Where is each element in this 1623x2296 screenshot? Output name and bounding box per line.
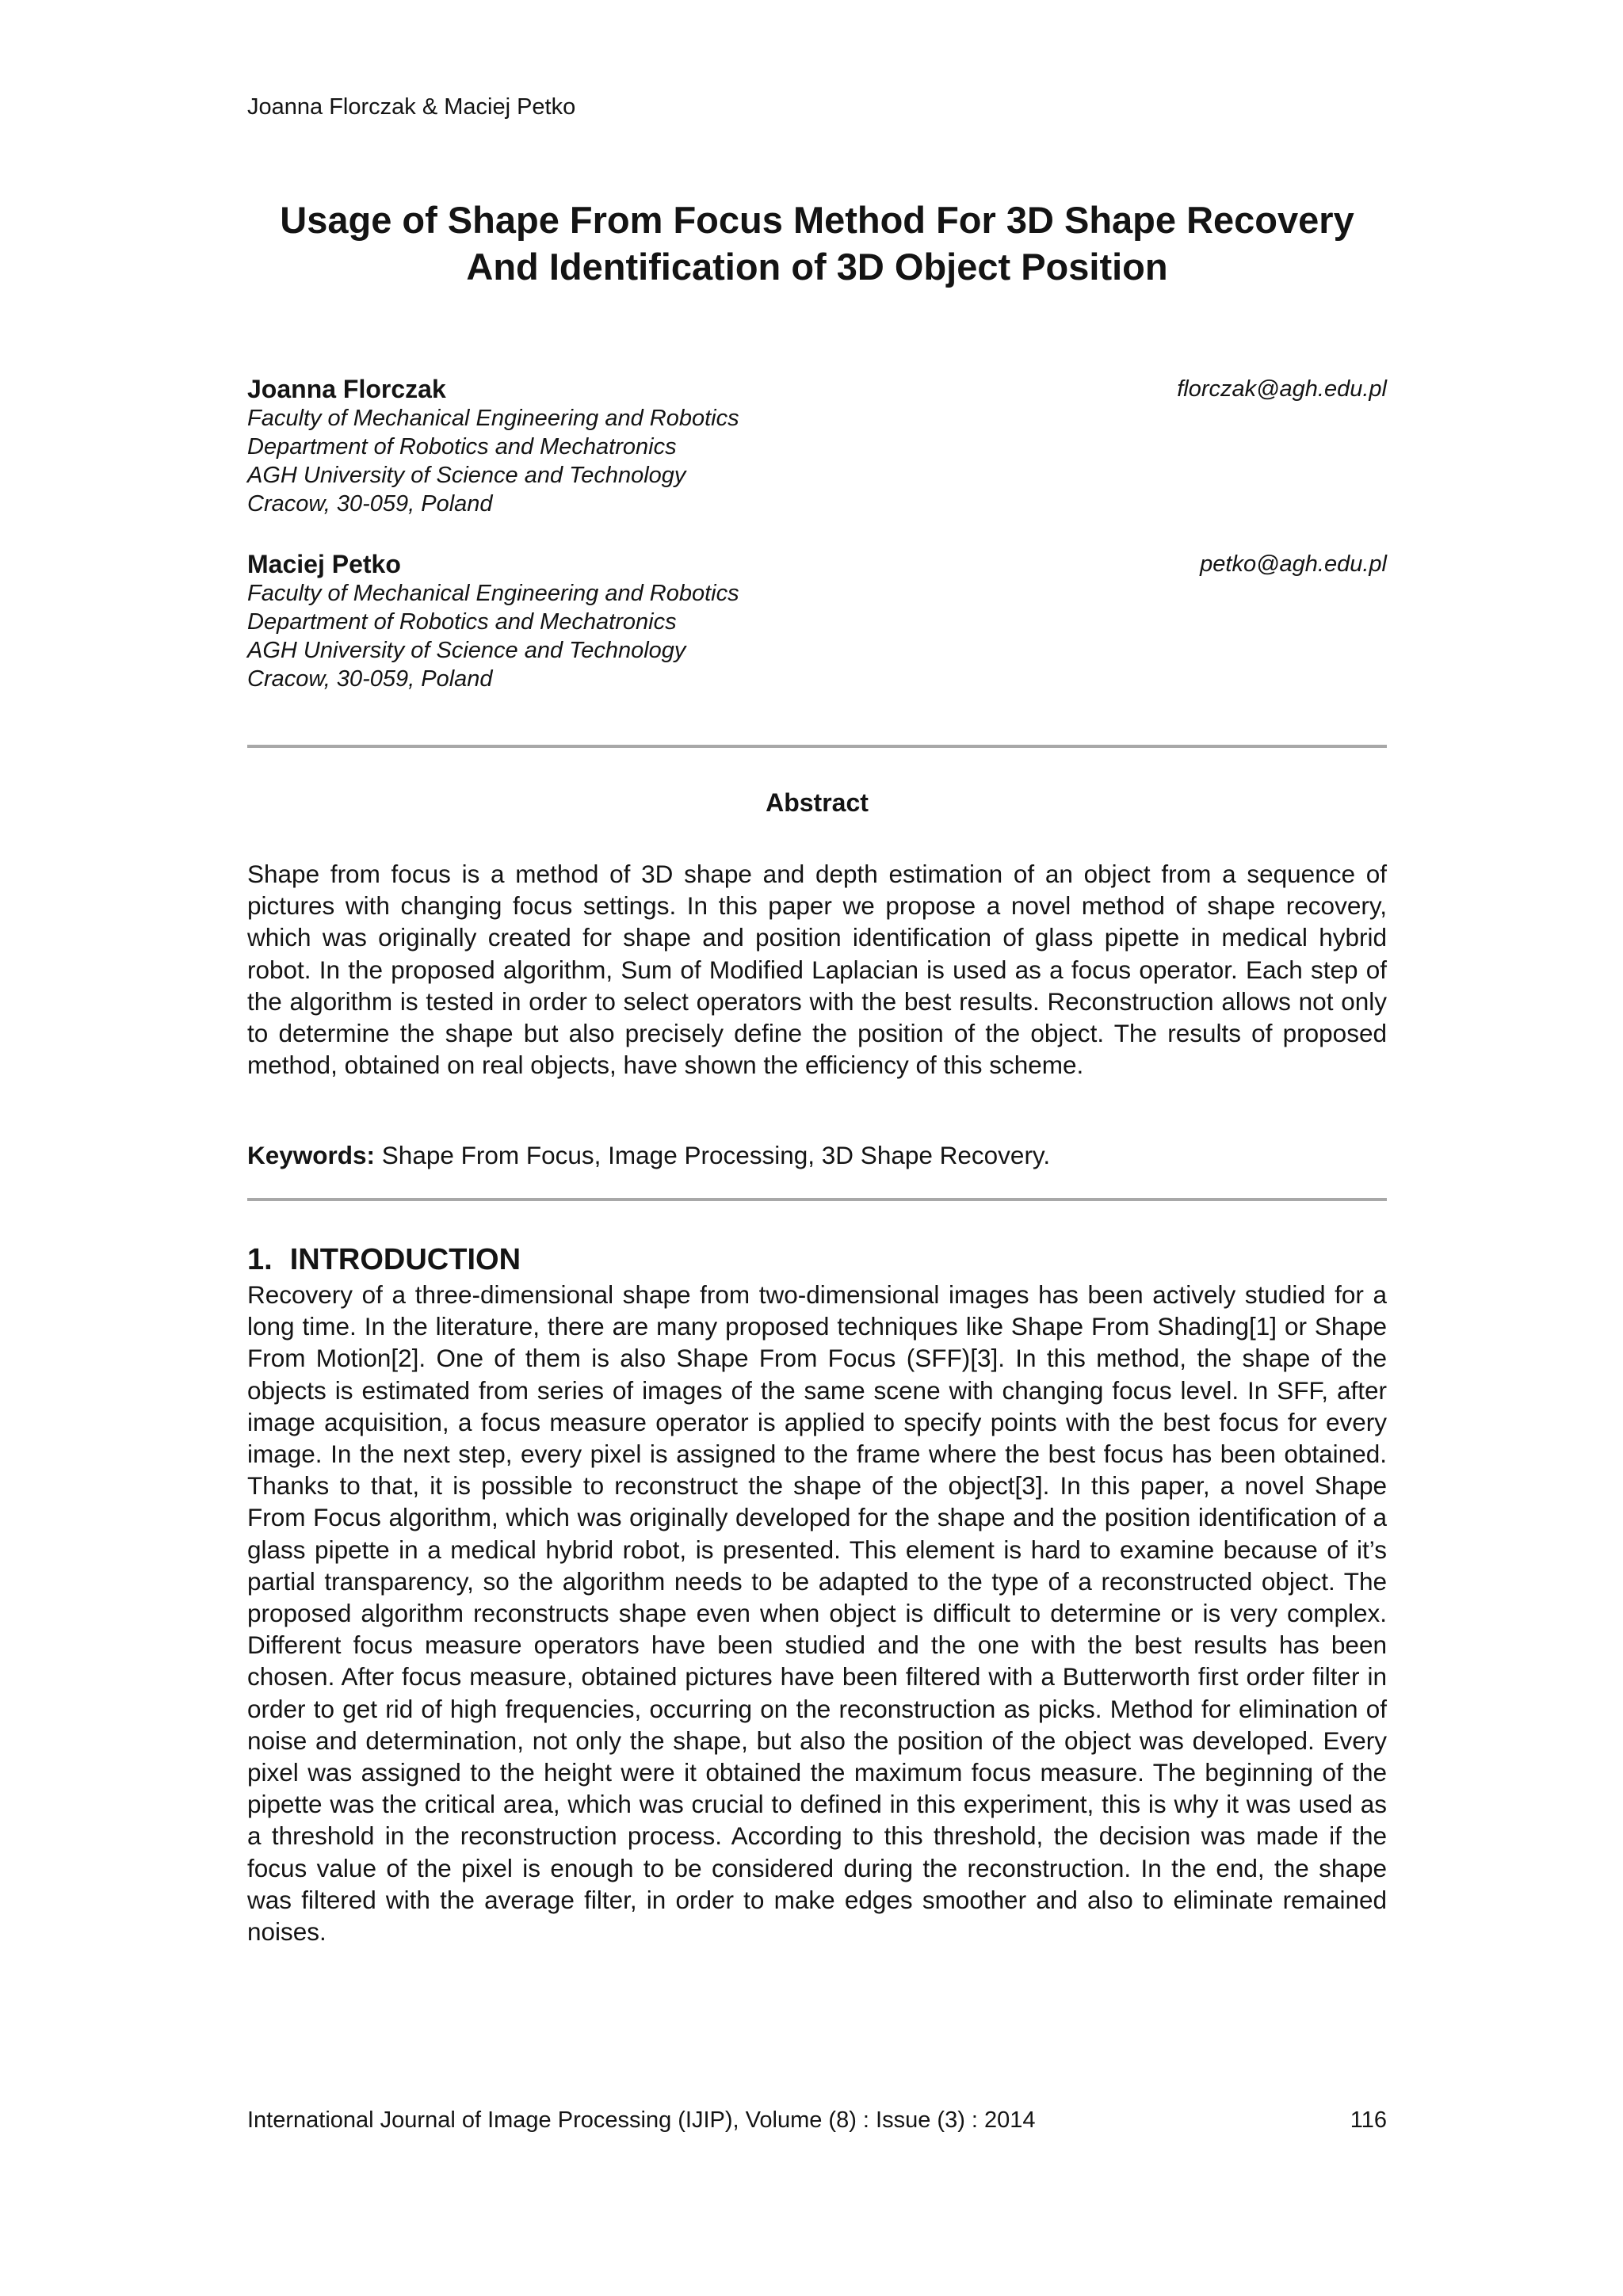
paper-title-line-2: And Identification of 3D Object Position [466, 246, 1168, 288]
author-affiliation-faculty: Faculty of Mechanical Engineering and Robotics [247, 581, 739, 606]
author-affiliation-department: Department of Robotics and Mechatronics [247, 609, 677, 635]
section-number: 1. [247, 1243, 273, 1276]
keywords-label: Keywords: [247, 1141, 376, 1169]
author-affiliation-faculty: Faculty of Mechanical Engineering and Robotics [247, 406, 739, 431]
journal-citation: International Journal of Image Processing (IJIP), Volume (8) : Issue (3) : 2014 [247, 2107, 1036, 2133]
paper-title-line-1: Usage of Shape From Focus Method For 3D Shape Recovery [280, 199, 1354, 241]
section-heading [247, 1242, 521, 1277]
page-number: 116 [1350, 2107, 1387, 2133]
divider-rule-top [247, 745, 1387, 748]
paper-title [190, 196, 1444, 290]
author-affiliation-department: Department of Robotics and Mechatronics [247, 434, 677, 460]
author-name: Joanna Florczak [247, 375, 446, 403]
section-title: INTRODUCTION [289, 1243, 521, 1276]
author-block-2 [247, 549, 1387, 693]
divider-rule-bottom [247, 1198, 1387, 1201]
author-affiliation-address: Cracow, 30-059, Poland [247, 666, 493, 692]
page-footer [247, 2106, 1387, 2134]
author-affiliation-address: Cracow, 30-059, Poland [247, 491, 493, 517]
running-head: Joanna Florczak & Maciej Petko [247, 94, 576, 120]
author-block-1 [247, 374, 1387, 518]
keywords [247, 1139, 1387, 1171]
introduction-text: Recovery of a three-dimensional shape from two-dimensional images has been actively studied for a long time. In the literature, there are many proposed techniques like Shape From Shading[1] or Shape From Motion[2]. One of them is also Shape From Focus (SFF)[3]. In this method, the shape of the objects is estimated from series of images of the same scene with changing focus level. In SFF, after image acquisition, a focus measure operator is applied to specify points with the best focus for every image. In the next step, every pixel is assigned to the frame where the best focus has been obtained. Thanks to that, it is possible to reconstruct the shape of the object[3]. In this paper, a novel Shape From Focus algorithm, which was originally developed for the shape and the position identification of a glass pipette in a medical hybrid robot, is presented. This element is hard to examine because of it’s partial transparency, so the algorithm needs to be adapted to the type of a reconstructed object. The proposed algorithm reconstructs shape even when object is difficult to determine or is very complex. Different focus measure operators have been studied and the one with the best results has been chosen. After focus measure, obtained pictures have been filtered with a Butterworth first order filter in order to get rid of high frequencies, occurring on the reconstruction as picks. Method for elimination of noise and determination, not only the shape, but also the position of the object was developed. Every pixel was assigned to the height were it obtained the maximum focus measure. The beginning of the pipette was the critical area, which was crucial to defined in this experiment, this is why it was used as a threshold in the reconstruction process. According to this threshold, the decision was made if the focus value of the pixel is enough to be considered during the reconstruction. In the end, the shape was filtered with the average filter, in order to make edges smoother and also to eliminate remained noises. [247, 1280, 1387, 1947]
author-email[interactable]: petko@agh.edu.pl [1200, 551, 1387, 577]
author-affiliation-university: AGH University of Science and Technology [247, 638, 686, 663]
abstract-heading: Abstract [766, 788, 869, 817]
abstract-text: Shape from focus is a method of 3D shape and depth estimation of an object from a sequence of pictures with changing focus settings. In this paper we propose a novel method of shape recovery, which was originally created for shape and position identification of glass pipette in medical hybrid robot. In the proposed algorithm, Sum of Modified Laplacian is used as a focus operator. Each step of the algorithm is tested in order to select operators with the best results. Reconstruction allows not only to determine the shape but also precisely define the position of the object. The results of proposed method, obtained on real objects, have shown the efficiency of this scheme. [247, 860, 1387, 1080]
author-email[interactable]: florczak@agh.edu.pl [1177, 376, 1387, 402]
author-affiliation-university: AGH University of Science and Technology [247, 463, 686, 488]
author-name: Maciej Petko [247, 550, 401, 578]
keywords-text: Shape From Focus, Image Processing, 3D Shape Recovery. [375, 1141, 1051, 1169]
